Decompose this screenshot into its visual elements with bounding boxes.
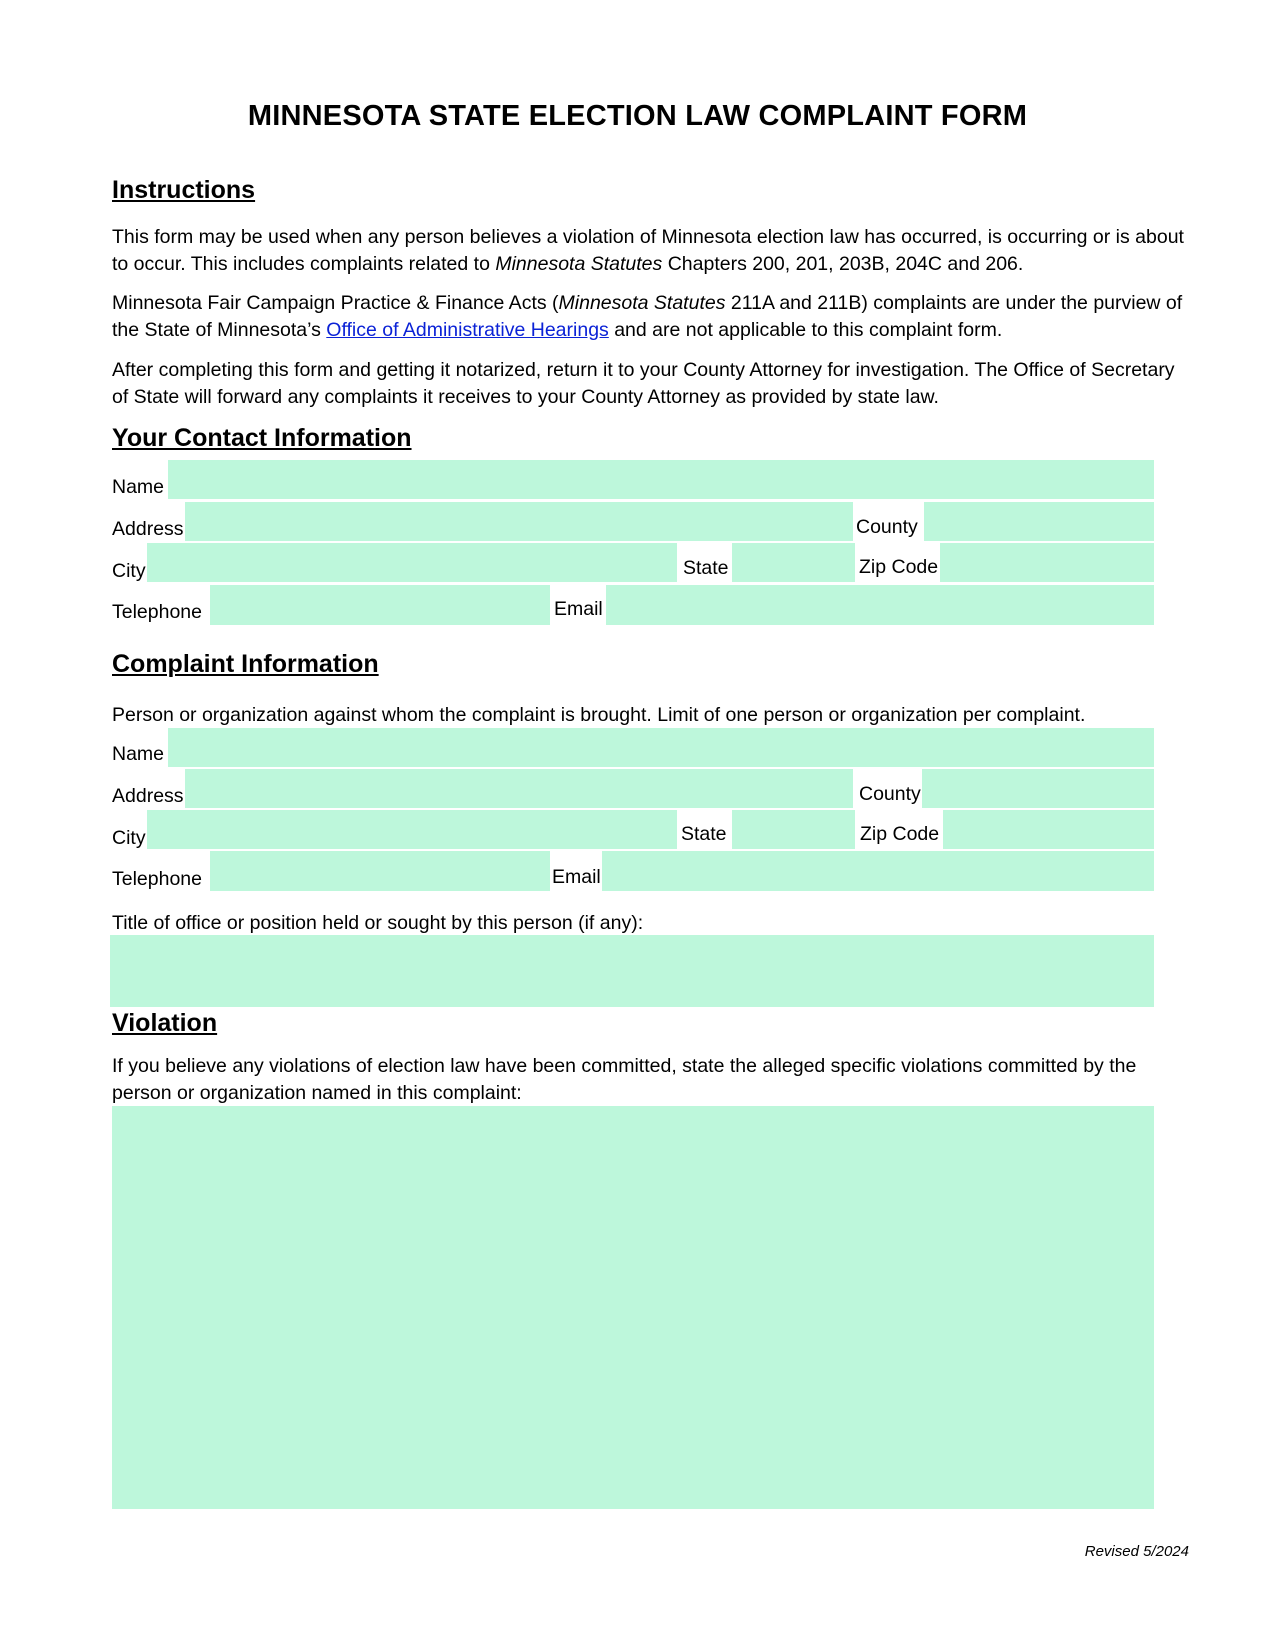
violation-intro: If you believe any violations of election law have been committed, state the alleged specific violations committed by the person or organization named in this complaint:	[112, 1055, 1137, 1104]
complaint-county-field[interactable]	[922, 769, 1154, 808]
complaint-city-label: City	[112, 827, 146, 849]
statutes-italic: Minnesota Statutes	[558, 292, 726, 314]
violation-heading: Violation	[112, 1009, 218, 1037]
instructions-paragraph-1	[112, 224, 1192, 278]
complaint-email-field[interactable]	[602, 851, 1154, 891]
complaint-zip-label: Zip Code	[860, 823, 940, 845]
complaint-intro: Person or organization against whom the complaint is brought. Limit of one person or organization per complaint.	[112, 704, 1086, 726]
complaint-address-label: Address	[112, 785, 184, 807]
contact-state-label: State	[683, 557, 729, 579]
contact-email-field[interactable]	[606, 585, 1154, 625]
complaint-state-field[interactable]	[732, 810, 855, 849]
contact-telephone-field[interactable]	[210, 585, 550, 625]
text-span: Chapters 200, 201, 203B, 204C and 206.	[662, 253, 1024, 275]
contact-address-field[interactable]	[185, 502, 853, 541]
complaint-name-label: Name	[112, 743, 165, 765]
text-span: and are not applicable to this complaint form.	[608, 319, 1003, 341]
instructions-heading: Instructions	[112, 176, 256, 204]
contact-state-field[interactable]	[732, 543, 855, 582]
contact-city-label: City	[112, 560, 146, 582]
complaint-telephone-field[interactable]	[210, 851, 550, 891]
complaint-email-label: Email	[552, 866, 601, 888]
text-span: Minnesota Fair Campaign Practice & Finance Acts (	[112, 292, 559, 314]
revised-date: Revised 5/2024	[1084, 1543, 1189, 1560]
complaint-name-field[interactable]	[168, 728, 1154, 767]
instructions-paragraph-3: After completing this form and getting it notarized, return it to your County Attorney for investigation. The Office of Secretary of State will forward any complaints it receives to your County Attorney as provided by state law.	[112, 359, 1175, 408]
contact-county-label: County	[856, 516, 918, 538]
contact-heading: Your Contact Information	[112, 424, 412, 452]
oah-link[interactable]: Office of Administrative Hearings	[326, 319, 609, 341]
contact-name-label: Name	[112, 476, 165, 498]
contact-zip-label: Zip Code	[859, 556, 939, 578]
contact-city-field[interactable]	[147, 543, 677, 582]
violation-details-field[interactable]	[112, 1106, 1154, 1509]
complaint-state-label: State	[681, 823, 727, 845]
complaint-city-field[interactable]	[147, 810, 677, 849]
contact-county-field[interactable]	[924, 502, 1154, 541]
complaint-telephone-label: Telephone	[112, 868, 202, 890]
complaint-county-label: County	[859, 783, 921, 805]
complaint-office-label: Title of office or position held or sought by this person (if any):	[112, 912, 644, 934]
complaint-address-field[interactable]	[185, 769, 853, 808]
contact-telephone-label: Telephone	[112, 601, 202, 623]
statutes-italic: Minnesota Statutes	[495, 253, 663, 275]
complaint-heading: Complaint Information	[112, 650, 379, 678]
instructions-paragraph-2	[112, 290, 1192, 344]
contact-address-label: Address	[112, 518, 184, 540]
page-title: MINNESOTA STATE ELECTION LAW COMPLAINT FORM	[247, 100, 1028, 132]
contact-name-field[interactable]	[168, 460, 1154, 499]
text-span: 211A and 211B) complaints are under the purview of the State of Minnesota’s	[112, 292, 1183, 341]
text-span: This form may be used when any person believes a violation of Minnesota election law has occurred, is occurring or is about to occur. This includes complaints related to	[112, 226, 1184, 275]
complaint-zip-field[interactable]	[943, 810, 1154, 849]
contact-zip-field[interactable]	[940, 543, 1154, 582]
contact-email-label: Email	[554, 598, 603, 620]
complaint-office-field[interactable]	[110, 935, 1154, 1007]
